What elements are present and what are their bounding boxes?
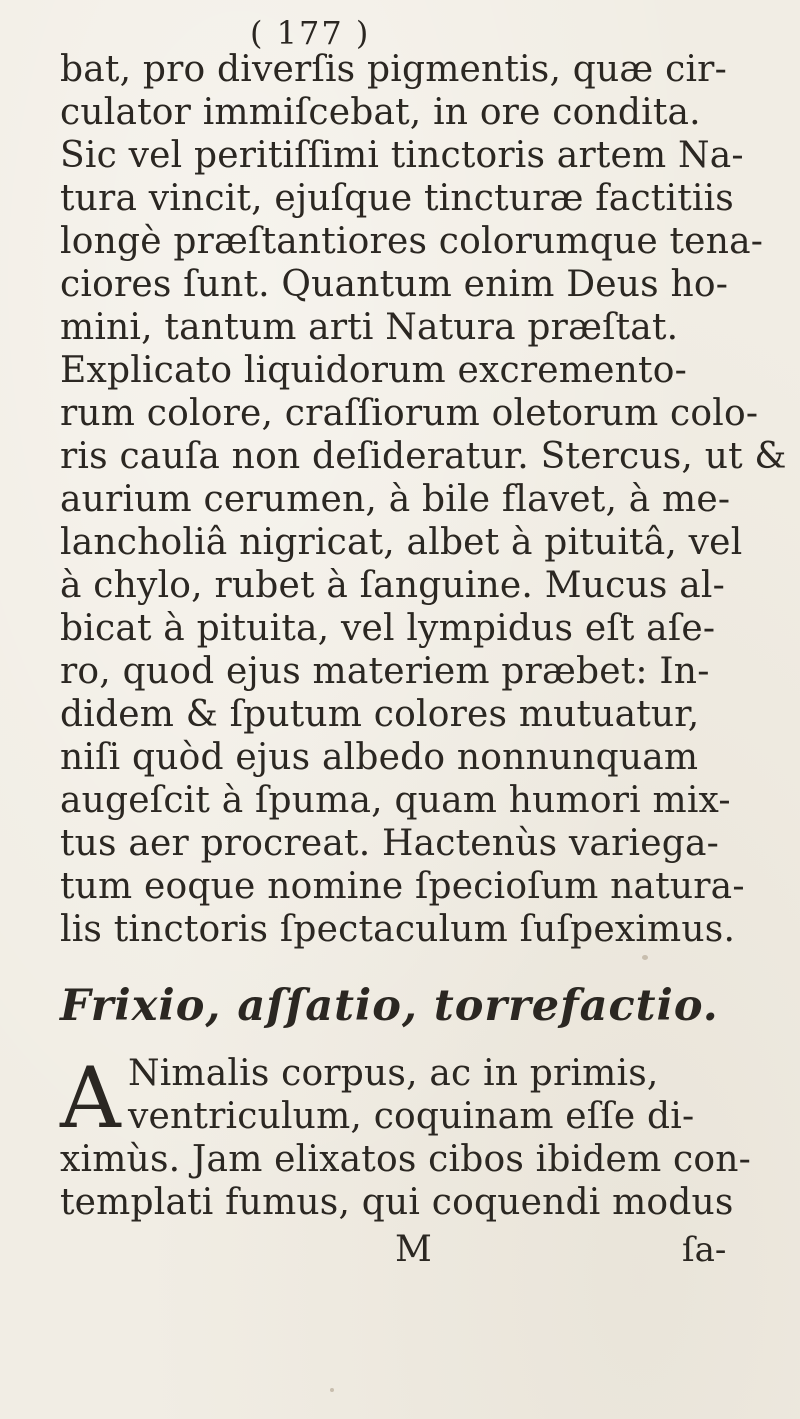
- text-line: templati fumus, qui coquendi modus: [60, 1182, 734, 1223]
- drop-cap: A: [60, 1049, 121, 1147]
- page-number: ( 177 ): [250, 14, 371, 52]
- text-line: mini, tantum arti Natura præſtat.: [60, 307, 679, 348]
- text-line: bicat à pituita, vel lympidus eſt aſe-: [60, 608, 716, 649]
- text-line: didem & ſputum colores mutuatur,: [60, 694, 700, 735]
- signature-mark: M: [395, 1229, 432, 1270]
- body-text: [60, 48, 787, 951]
- text-line: Explicato liquidorum excremento-: [60, 350, 687, 391]
- text-line: tus aer procreat. Hactenùs variega-: [60, 823, 719, 864]
- text-line: tura vincit, ejuſque tincturæ factitiis: [60, 178, 734, 219]
- text-line: Nimalis corpus, ac in primis,: [128, 1053, 659, 1094]
- text-line: augeſcit à ſpuma, quam humori mix-: [60, 780, 731, 821]
- text-line: à chylo, rubet à ſanguine. Mucus al-: [60, 565, 725, 606]
- text-line: aurium cerumen, à bile flavet, à me-: [60, 479, 731, 520]
- text-line: culator immiſcebat, in ore condita.: [60, 92, 701, 133]
- section-body: [60, 1049, 772, 1224]
- text-line: lis tinctoris ſpectaculum ſuſpeximus.: [60, 909, 736, 950]
- text-line: ximùs. Jam elixatos cibos ibidem con-: [60, 1139, 752, 1180]
- section-heading: Frixio, aſſatio, torrefactio.: [60, 981, 719, 1031]
- text-line: rum colore, craſſiorum oletorum colo-: [60, 393, 759, 434]
- text-line: tum eoque nomine ſpecioſum natura-: [60, 866, 745, 907]
- paper-speck: [642, 955, 648, 960]
- paper-speck: [330, 1388, 334, 1392]
- text-line: longè præſtantiores colorumque tena-: [60, 221, 764, 262]
- text-line: Sic vel peritiſſimi tinctoris artem Na-: [60, 135, 744, 176]
- catchword: ſa-: [682, 1230, 727, 1270]
- text-line: ventriculum, coquinam eſſe di-: [128, 1096, 695, 1137]
- text-line: ris cauſa non deſideratur. Stercus, ut &: [60, 436, 787, 477]
- text-line: ro, quod ejus materiem præbet: In-: [60, 651, 710, 692]
- text-line: niſi quòd ejus albedo nonnunquam: [60, 737, 699, 778]
- text-line: ciores ſunt. Quantum enim Deus ho-: [60, 264, 729, 305]
- page-footer: [60, 1226, 780, 1274]
- text-line: lancholiâ nigricat, albet à pituitâ, vel: [60, 522, 743, 563]
- text-line: bat, pro diverſis pigmentis, quæ cir-: [60, 49, 727, 90]
